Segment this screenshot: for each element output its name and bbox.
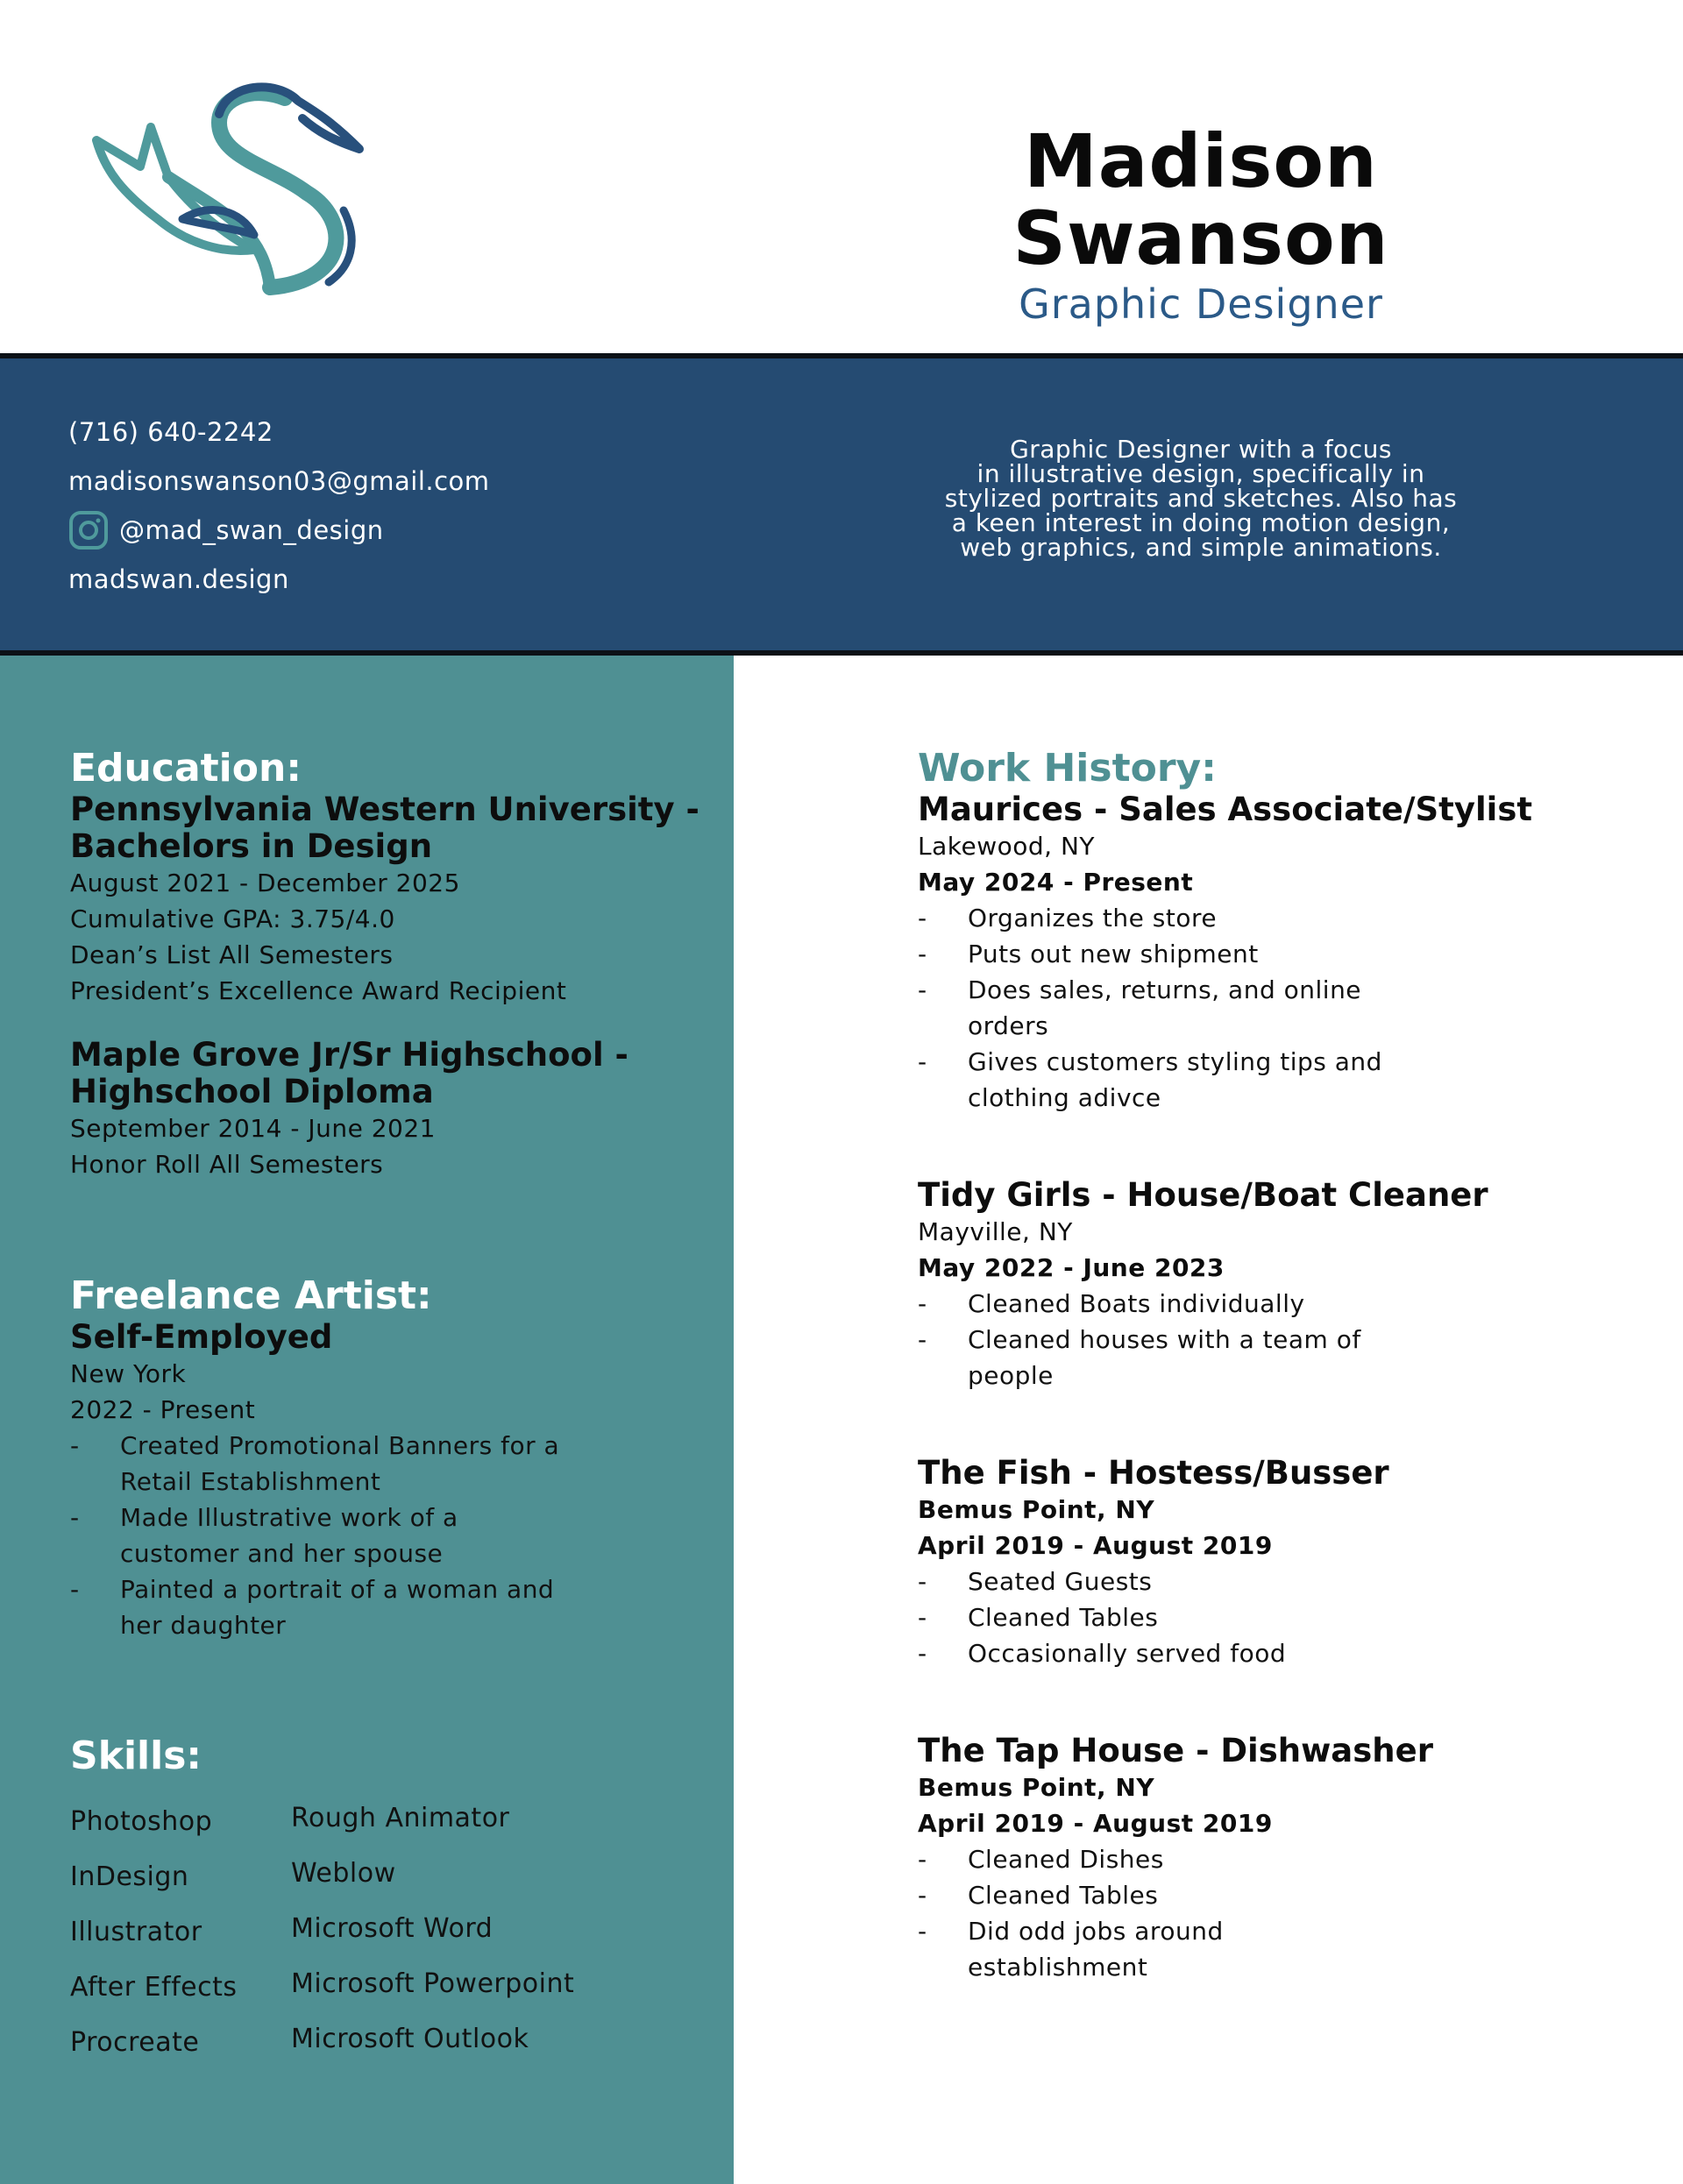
- list-item: - Cleaned Tables: [918, 1880, 1159, 1910]
- job-title: Maurices - Sales Associate/Stylist: [918, 790, 1533, 828]
- skill-item: Microsoft Outlook: [291, 2024, 529, 2054]
- school-detail: September 2014 - June 2021: [70, 1113, 436, 1143]
- education-heading: Education:: [70, 746, 302, 791]
- freelance-heading: Freelance Artist:: [70, 1273, 432, 1318]
- list-item: - Created Promotional Banners for a Retail Establishment: [70, 1430, 560, 1496]
- job-dates: May 2024 - Present: [918, 867, 1194, 897]
- school-degree: Bachelors in Design: [70, 826, 433, 865]
- freelance-section: [70, 1274, 701, 1643]
- skill-item: InDesign: [70, 1861, 189, 1892]
- skills-column-2: [291, 1803, 574, 2079]
- school-detail: Cumulative GPA: 3.75/4.0: [70, 904, 395, 933]
- job-dates: April 2019 - August 2019: [918, 1530, 1273, 1560]
- list-item: - Cleaned Dishes: [918, 1844, 1164, 1874]
- list-item: - Cleaned Boats individually: [918, 1288, 1305, 1318]
- name-block: [833, 118, 1569, 329]
- list-item: - Cleaned Tables: [918, 1602, 1159, 1632]
- skills-column-1: [70, 1806, 238, 2082]
- job-location: Lakewood, NY: [918, 831, 1095, 861]
- instagram-row: [68, 506, 490, 555]
- instagram-handle: @mad_swan_design: [119, 515, 384, 545]
- skill-item: Weblow: [291, 1858, 396, 1889]
- skill-item: Procreate: [70, 2027, 200, 2058]
- freelance-role: Self-Employed: [70, 1317, 333, 1356]
- list-item: - Did odd jobs around establishment: [918, 1916, 1224, 1982]
- education-section: [70, 747, 701, 1182]
- skill-item: Photoshop: [70, 1806, 213, 1837]
- email: madisonswanson03@gmail.com: [68, 466, 490, 496]
- job-title: The Tap House - Dishwasher: [918, 1731, 1433, 1769]
- list-item: - Painted a portrait of a woman and her daughter: [70, 1574, 555, 1640]
- school-detail: President’s Excellence Award Recipient: [70, 975, 567, 1005]
- summary-line: stylized portraits and sketches. Also has: [944, 484, 1458, 513]
- full-name: Madison Swanson: [1012, 118, 1389, 282]
- skills-heading: Skills:: [70, 1734, 202, 1778]
- instagram-icon: [68, 510, 109, 550]
- skill-item: Microsoft Powerpoint: [291, 1968, 575, 1999]
- school-detail: August 2021 - December 2025: [70, 868, 460, 897]
- job-location: Mayville, NY: [918, 1216, 1073, 1246]
- skill-item: Rough Animator: [291, 1803, 510, 1833]
- skill-item: Microsoft Word: [291, 1913, 494, 1944]
- school-detail: Dean’s List All Semesters: [70, 940, 394, 969]
- freelance-dates: 2022 - Present: [70, 1394, 256, 1424]
- skill-item: Illustrator: [70, 1917, 202, 1947]
- swan-logo-icon: [88, 79, 377, 307]
- summary-line: Graphic Designer with a focus: [1010, 435, 1392, 464]
- website: madswan.design: [68, 564, 289, 594]
- list-item: - Gives customers styling tips and clothing adivce: [918, 1046, 1382, 1112]
- job-location: Bemus Point, NY: [918, 1494, 1155, 1524]
- job-title: Tidy Girls - House/Boat Cleaner: [918, 1175, 1488, 1214]
- school-name: Maple Grove Jr/Sr Highschool -: [70, 1035, 628, 1074]
- phone: (716) 640-2242: [68, 417, 273, 447]
- list-item: - Does sales, returns, and online orders: [918, 975, 1362, 1040]
- work-history-section: [918, 747, 1601, 1985]
- job-title: The Fish - Hostess/Busser: [918, 1453, 1389, 1492]
- list-item: - Seated Guests: [918, 1566, 1153, 1596]
- school-name: Pennsylvania Western University -: [70, 790, 699, 828]
- job-dates: April 2019 - August 2019: [918, 1808, 1273, 1838]
- summary: [929, 437, 1473, 560]
- school-detail: Honor Roll All Semesters: [70, 1149, 384, 1179]
- job-location: Bemus Point, NY: [918, 1772, 1155, 1802]
- work-heading: Work History:: [918, 746, 1217, 791]
- contact-band: [0, 353, 1683, 656]
- job-title: Graphic Designer: [1019, 280, 1383, 329]
- summary-line: in illustrative design, specifically in: [976, 459, 1425, 488]
- school-degree: Highschool Diploma: [70, 1072, 434, 1110]
- summary-line: a keen interest in doing motion design,: [951, 508, 1451, 537]
- summary-line: web graphics, and simple animations.: [960, 533, 1442, 562]
- list-item: - Occasionally served food: [918, 1638, 1287, 1668]
- skill-item: After Effects: [70, 1972, 238, 2003]
- freelance-location: New York: [70, 1358, 187, 1388]
- contact-list: [68, 408, 490, 604]
- list-item: - Puts out new shipment: [918, 939, 1259, 968]
- list-item: - Cleaned houses with a team of people: [918, 1324, 1361, 1390]
- job-dates: May 2022 - June 2023: [918, 1252, 1225, 1282]
- left-column: [0, 656, 734, 2184]
- list-item: - Made Illustrative work of a customer and her spouse: [70, 1502, 458, 1568]
- list-item: - Organizes the store: [918, 903, 1218, 932]
